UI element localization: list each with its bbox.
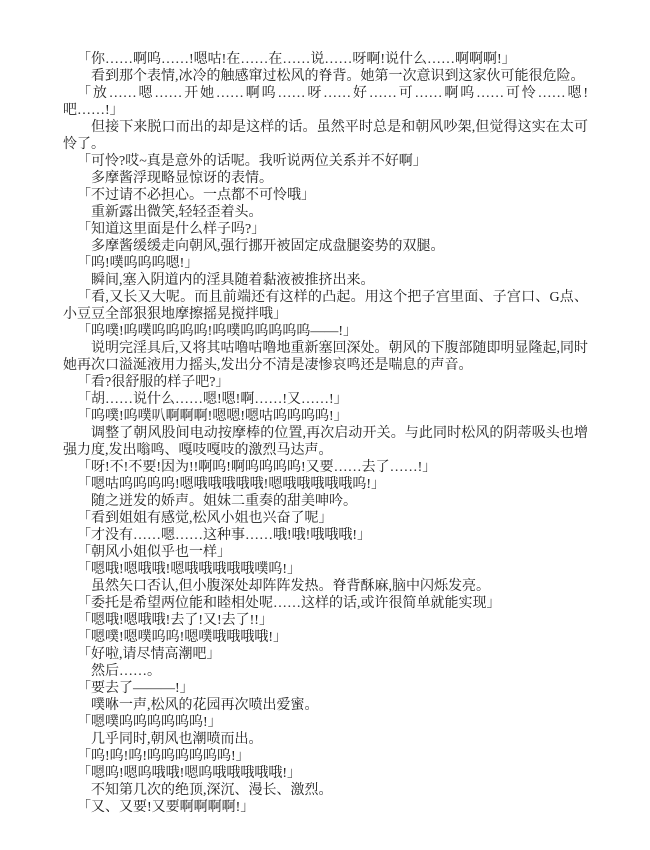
text-line: 「委托是希望两位能和睦相处呢……这样的话,或许很简单就能实现」 (77, 596, 501, 611)
text-line: 「嗯噗!嗯噗呜呜!嗯噗哦哦哦哦!」 (77, 630, 287, 645)
text-line: 「嗯呜!嗯呜哦哦!嗯呜哦哦哦哦哦!」 (77, 766, 301, 781)
text-line: 「胡……说什么……嗯!嗯!啊……!又……!」 (77, 392, 348, 407)
text-line: 「嗯哦!嗯哦哦!去了!又!去了!!」 (77, 613, 273, 628)
text-line: 「好啦,请尽情高潮吧」 (77, 647, 221, 662)
text-line: 「呜噗!呜噗叭啊啊啊!嗯嗯!嗯咕呜呜呜呜!」 (77, 409, 348, 424)
text-line: 「呀!不!不要!因为!!啊呜!啊呜呜呜呜!又要……去了……!」 (77, 460, 437, 475)
text-line: 多摩酱缓缓走向朝风,强行挪开被固定成盘腿姿势的双腿。 (91, 239, 445, 254)
text-line: 看到那个表情,冰冷的触感窜过松风的脊背。她第一次意识到这家伙可能很危险。 (91, 69, 585, 84)
text-line: 「不过请不必担心。一点都不可怜哦」 (77, 188, 315, 203)
text-line: 随之迸发的娇声。姐妹二重奏的甜美呻吟。 (91, 494, 357, 509)
text-line: 噗咻一声,松风的花园再次喷出爱蜜。 (91, 698, 319, 713)
text-line: 「知道这里面是什么样子吗?」 (77, 222, 266, 237)
text-line: 「可怜?哎~真是意外的话呢。我听说两位关系并不好啊」 (77, 154, 427, 169)
text-line: 但接下来脱口而出的却是这样的话。虽然平时总是和朝风吵架,但觉得这实在太可怜了。 (63, 120, 588, 152)
text-line: 「呜!呜!呜!呜呜呜呜呜呜!」 (77, 749, 250, 764)
text-line: 重新露出微笑,轻轻歪着头。 (91, 205, 263, 220)
text-line: 「呜噗!呜噗呜呜呜呜!呜噗呜呜呜呜呜——!」 (77, 324, 357, 339)
text-line: 「嗯咕呜呜呜呜!嗯哦哦哦哦哦!嗯哦哦哦哦哦呜!」 (77, 477, 385, 492)
text-line: 瞬间,塞入阴道内的淫具随着黏液被推挤出来。 (91, 273, 375, 288)
text-line: 「嗯噗呜呜呜呜呜呜!」 (77, 715, 222, 730)
text-line: 「看,又长又大呢。而且前端还有这样的凸起。用这个把子宫里面、子宫口、G点、小豆豆全部狠狠地摩擦摇晃搅拌哦」 (63, 290, 588, 322)
text-line: 「要去了———!」 (77, 681, 194, 696)
text-line: 多摩酱浮现略显惊讶的表情。 (91, 171, 273, 186)
text-line: 调整了朝风股间电动按摩棒的位置,再次启动开关。与此同时松风的阴蒂吸头也增强力度,发出嗡鸣、嘎吱嘎吱的激烈马达声。 (63, 426, 588, 458)
text-line: 「你……啊呜……!嗯咕!在……在……说……呀啊!说什么……啊啊啊!」 (77, 52, 516, 67)
text-line: 「又、又要!又要啊啊啊啊!」 (77, 800, 255, 815)
text-line: 几乎同时,朝风也潮喷而出。 (91, 732, 263, 747)
text-line: 「呜!噗呜呜呜嗯!」 (77, 256, 199, 271)
text-line: 「看到姐姐有感觉,松风小姐也兴奋了呢」 (77, 511, 333, 526)
text-line: 不知第几次的绝顶,深沉、漫长、激烈。 (91, 783, 333, 798)
text-line: 虽然矢口否认,但小腹深处却阵阵发热。脊背酥麻,脑中闪烁发亮。 (91, 579, 490, 594)
text-line: 「嗯哦!嗯哦哦!嗯哦哦哦哦哦噗呜!」 (77, 562, 301, 577)
text-line: 「才没有……嗯……这种事……哦!哦!哦哦哦!」 (77, 528, 371, 543)
text-line: 然后……。 (91, 664, 161, 679)
text-line: 「放……嗯……开她……啊呜……呀……好……可……啊呜……可怜……嗯!吧……!」 (63, 86, 588, 118)
text-line: 说明完淫具后,又将其咕噜咕噜地重新塞回深处。朝风的下腹部随即明显隆起,同时她再次口溢涎液用力摇头,发出分不清是凄惨哀鸣还是喘息的声音。 (63, 341, 588, 373)
text-column (63, 51, 588, 816)
text-line: 「朝风小姐似乎也一样」 (77, 545, 231, 560)
text-line: 「看?很舒服的样子吧?」 (77, 375, 230, 390)
